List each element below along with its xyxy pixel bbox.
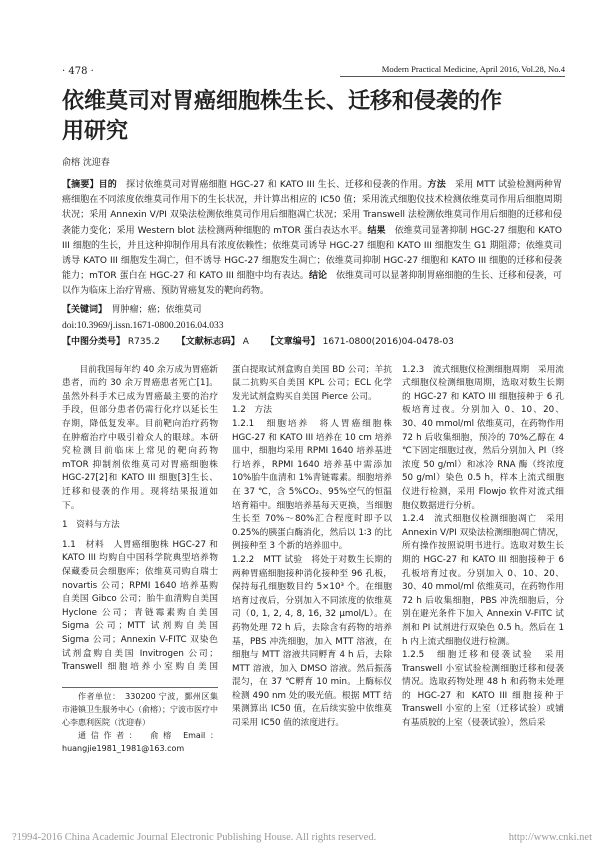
keywords [62,302,562,318]
article-title: 依维莫司对胃癌细胞株生长、迁移和侵袭的作用研究 [62,89,503,144]
cell-cycle-paragraph: 1.2.3 流式细胞仪检测细胞周期 采用流式细胞仪检测细胞周期，选取对数生长期的 HGC-27 和 KATO III 细胞接种于 6 孔板培育过夜。分别加入 0、10、20、30、40 mmol/ml 依维莫司，在药物作用 72 h 后收集细胞，预冷的 70%乙醇在 4 ℃下固定细胞过夜，然后分别加入 PI（终浓度 50 g/ml）和冰冷 RNA 酶（终浓度 50 g/ml）染色 0.5 h，样本上流式细胞仪进行检测，采用 Flowjo 软件对流式细胞仪数据进行分析。 [402,364,564,511]
body-column-1 [62,364,218,755]
running-header [62,64,565,77]
methods-text: 采用 MTT 试验检测两种胃癌细胞在不同浓度依维莫司作用下的生长状况，并计算出相应的 IC50 值；采用流式细胞仪技术检测依维莫司作用后细胞周期状况；采用 Annexin V/PI 双染法检测依维莫司作用后细胞凋亡状况；采用 Transwell 法检测依维莫司作用后细胞的迁移和侵袭能力变化；采用 Western blot 法检测两种细胞的 mTOR 蛋白表达水平。 [62,180,562,236]
footnote [62,687,218,755]
authors: 俞榕 沈迎春 [62,158,110,168]
objective-label: 目的 [98,180,117,190]
materials-paragraph: 1.1 材料 人胃癌细胞株 HGC-27 和 KATO III 均购自中国科学院典型培养物保藏委员会细胞库；依维莫司购自瑞士 novartis 公司；RPMI 1640 培养基购自美国 Gibco 公司；胎牛血清购自美国 Hyclone 公司；青链霉素购自美国 Sigma 公司；MTT 试剂购自美国 Sigma 公司；Annexin V-FITC 双染色试剂盒购自美国 Invitrogen 公司；Transwell 细胞培养小室购自美国 [62,539,218,673]
copyright-notice: ?1994-2016 China Academic Journal Electronic Publishing House. All rights reserved. [12,832,377,843]
intro-paragraph: 目前我国每年约 40 余万成为胃癌新患者，而约 30 余万胃癌患者死亡[1]。虽然外科手术已成为胃癌最主要的治疗手段，但部分患者仍需行化疗以延长生存期，降低复发率。目前靶向治疗药物在肿瘤治疗中吸引着众人的眼球。本研究检测目前临床上常见的靶向药物 mTOR 抑制剂依维莫司对胃癌细胞株 HGC-27[2]和 KATO III 细胞[3]生长、迁移和侵袭的作用。现将结果报道如下。 [62,364,218,511]
clc-label: 【中图分类号】 [62,336,126,347]
body-columns [62,364,565,755]
page-number: · 478 · [62,66,94,77]
materials-continued: 蛋白提取试剂盒购自美国 BD 公司；羊抗鼠二抗购买自美国 KPL 公司；ECL 化学发光试剂盒购买自美国 Pierce 公司。 [232,364,392,402]
page-footer [12,825,592,844]
body-column-3 [402,364,564,731]
keywords-value: 胃肿瘤；癌；依维莫司 [111,304,202,315]
cnki-url[interactable]: http://www.cnki.net [508,832,592,843]
migration-paragraph: 1.2.5 细胞迁移和侵袭试验 采用 Transwell 小室试验检测细胞迁移和侵袭情况。选取药物处理 48 h 和药物未处理的 HGC-27 和 KATO III 细胞接种于 Transwell 小室的上室（迁移试验）或铺有基质胶的上室（侵袭试验），然后采 [402,650,564,729]
correspondence: 通信作者： 俞榕 Email：huangjie1981_1981@163.com [62,730,218,753]
article-no-value: 1671-0800(2016)04-0478-03 [322,336,454,347]
cell-culture-paragraph: 1.2.1 细胞培养 将人胃癌细胞株 HGC-27 和 KATO III 培养在 10 cm 培养皿中，细胞均采用 RPMI 1640 培养基进行培养，RPMI 1640 培养基中需添加 10%胎牛血清和 1%青链霉素。细胞培养在 37 ℃，含 5%CO₂、95%空气的恒温培育箱中。细胞培养基每天更换，当细胞生长至 70%～80%汇合程度时即予以 0.25%的胰蛋白酶消化，然后以 1∶3 的比例接种至 3 个新的培养皿中。 [232,419,392,552]
conclusion-text: 依维莫司可以显著抑制胃癌细胞的生长、迁移和侵袭，可以作为临床上治疗胃癌、预防胃癌复发的靶向药物。 [62,271,562,297]
clc-value: R735.2 [127,336,160,347]
article-no-label: 【文章编号】 [265,336,320,347]
conclusion-label: 结论 [308,271,328,282]
objective-text: 探讨依维莫司对胃癌细胞 HGC-27 和 KATO III 生长、迁移和侵袭的作用。 [126,180,428,190]
section-heading: 1 资料与方法 [62,520,120,531]
doi: doi:10.3969/j.issn.1671-0800.2016.04.033 [62,320,224,331]
author-affiliation: 作者单位： 330200 宁波，鄞州区集市港镇卫生服务中心（俞榕）；宁波市医疗中心李惠利医院（沈迎春） [62,691,218,727]
methods-heading: 1.2 方法 [232,405,272,416]
apoptosis-paragraph: 1.2.4 流式细胞仪检测细胞凋亡 采用 Annexin V/PI 双染法检测细胞凋亡情况，所有操作按照说明书进行。选取对数生长期的 HGC-27 和 KATO III 细胞接种于 6 孔板培育过夜。分别加入 0、10、20、30、40 mmol/ml 依维莫司，在药物作用 72 h 后收集细胞，PBS 冲洗细胞后，分别在避光条件下加入 Annexin V-FITC 试剂和 PI 试剂进行双染色 0.5 h。然后在 1 h 内上流式细胞仪进行检测。 [402,514,564,647]
mtt-paragraph: 1.2.2 MTT 试验 将处于对数生长期的两种胃癌细胞接种消化接种至 96 孔板，保持每孔细胞数目约 5×10³ 个。在细胞培育过夜后，分别加入不同浓度的依维莫司（0, 1, 2, 4, 8, 16, 32 μmol/L）。在药物处理 72 h 后，去除含有药物的培养基，PBS 冲洗细胞，加入 MTT 溶液，在细胞与 MTT 溶液共同孵育 4 h 后，去除 MTT 溶液，加入 DMSO 溶液。然后振荡混匀，在 37 ℃孵育 10 min。上酶标仪检测 490 nm 处的吸光值。根据 MTT 结果测算出 IC50 值，在后续实验中依维莫司采用 IC50 值的浓度进行。 [232,554,392,729]
results-label: 结果 [367,225,386,236]
classification-line [62,334,562,350]
results-text: 依维莫司显著抑制 HGC-27 细胞和 KATO III 细胞的生长，并且这种抑制作用具有浓度依赖性；依维莫司诱导 HGC-27 细胞和 KATO III 细胞发生 G1 期阻滞；依维莫司诱导 KATO III 细胞发生凋亡，但不诱导 HGC-27 细胞发生凋亡；依维莫司抑制 HGC-27 细胞和 KATO III 细胞的迁移和侵袭能力；mTOR 蛋白在 HGC-27 和 KATO III 细胞中均有表达。 [62,225,562,282]
body-column-2 [232,364,392,731]
journal-running-header: Modern Practical Medicine, April 2016, Vol.28, No.4 [340,64,565,77]
abstract-label: 【摘要】 [62,180,99,190]
keywords-label: 【关键词】 [62,304,103,315]
methods-label: 方法 [427,180,446,190]
doc-code-label: 【文献标志码】 [176,336,240,347]
doc-code-value: A [242,336,249,347]
abstract [62,178,562,300]
